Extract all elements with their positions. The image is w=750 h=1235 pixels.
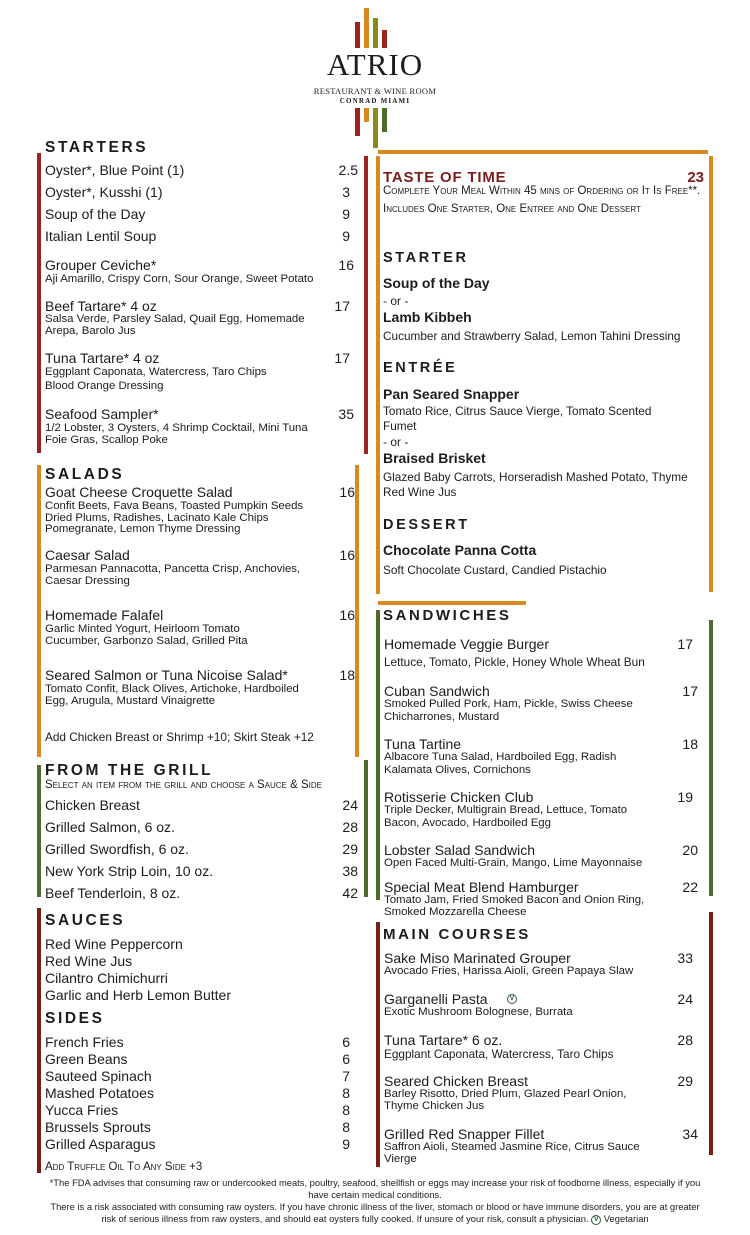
menu-item-price: 38: [342, 863, 358, 879]
logo-bar: [364, 108, 369, 122]
menu-item-desc: Triple Decker, Multigrain Bread, Lettuce, Tomato: [384, 804, 628, 816]
menu-item-desc: Blood Orange Dressing: [45, 380, 164, 392]
menu-item-desc: 1/2 Lobster, 3 Oysters, 4 Shrimp Cocktail, Mini Tuna: [45, 422, 308, 434]
sauce-item: Red Wine Jus: [45, 953, 133, 969]
menu-item-desc: Salsa Verde, Parsley Salad, Quail Egg, Homemade: [45, 313, 305, 325]
menu-item-desc: Eggplant Caponata, Watercress, Taro Chips: [45, 366, 267, 378]
menu-item-price: 17: [682, 683, 698, 699]
logo-bar: [355, 108, 360, 136]
vegetarian-label: Vegetarian: [603, 1213, 649, 1224]
logo-bar: [382, 108, 387, 132]
menu-item-name: Homemade Veggie Burger: [384, 636, 549, 652]
grill-right-bar: [364, 760, 368, 897]
logo-bar: [364, 8, 369, 48]
menu-item-name: Tuna Tartine: [384, 736, 462, 752]
brand-name: ATRIO: [326, 47, 424, 82]
oyster-disclaimer-row: [20, 1213, 730, 1225]
menu-item-price: 29: [342, 841, 358, 857]
menu-item-name: Grilled Asparagus: [45, 1136, 156, 1152]
logo-bar: [382, 30, 387, 48]
menu-item-desc: Tomato Jam, Fried Smoked Bacon and Onion Ring,: [384, 894, 645, 906]
menu-item-name: French Fries: [45, 1034, 124, 1050]
sauces-left-bar: [37, 908, 41, 1173]
menu-item-price: 28: [342, 819, 358, 835]
taste-or: - or -: [383, 294, 409, 308]
taste-entree-a-desc: Fumet: [383, 419, 417, 433]
menu-item-name: Grouper Ceviche*: [45, 257, 157, 273]
menu-item-price: 34: [682, 1126, 698, 1142]
menu-item-name: Soup of the Day: [45, 206, 146, 222]
menu-item-name: Green Beans: [45, 1051, 128, 1067]
menu-item-desc: Foie Gras, Scallop Poke: [45, 434, 168, 446]
vegetarian-icon: V: [591, 1215, 601, 1225]
taste-top-bar: [378, 150, 708, 154]
sides-heading: SIDES: [45, 1010, 105, 1027]
menu-item-price: 20: [682, 842, 698, 858]
menu-item-price: 8: [342, 1085, 350, 1101]
menu-item-price: 17: [334, 298, 350, 314]
menu-item-price: 8: [342, 1102, 350, 1118]
menu-item-desc: Bacon, Avocado, Hardboiled Egg: [384, 817, 551, 829]
menu-item-price: 9: [342, 206, 350, 222]
menu-item-price: 16: [339, 484, 355, 500]
taste-starter-a: Soup of the Day: [383, 275, 490, 291]
menu-item-desc: Smoked Pulled Pork, Ham, Pickle, Swiss Cheese: [384, 698, 633, 710]
menu-item-name: Sauteed Spinach: [45, 1068, 152, 1084]
menu-item-name: Rotisserie Chicken Club: [384, 789, 534, 805]
taste-starter-b: Lamb Kibbeh: [383, 309, 472, 325]
menu-item-price: 24: [677, 991, 693, 1007]
menu-item-name: Beef Tenderloin, 8 oz.: [45, 885, 181, 901]
menu-item-price: 33: [677, 950, 693, 966]
menu-item-name: Grilled Red Snapper Fillet: [384, 1126, 545, 1142]
sauce-item: Cilantro Chimichurri: [45, 970, 168, 986]
sandwiches-heading: SANDWICHES: [383, 607, 512, 624]
menu-item-name: Chicken Breast: [45, 797, 140, 813]
menu-item-price: 6: [342, 1034, 350, 1050]
menu-item-price: 18: [682, 736, 698, 752]
menu-item-desc: Vierge: [384, 1153, 417, 1165]
menu-item-price: 17: [334, 350, 350, 366]
taste-line2: Includes One Starter, One Entree and One Dessert: [383, 203, 641, 215]
taste-right-bar: [709, 156, 713, 592]
menu-item-price: 2.5: [338, 162, 358, 178]
menu-item-price: 16: [338, 257, 354, 273]
menu-item-desc: Open Faced Multi-Grain, Mango, Lime Mayonnaise: [384, 857, 643, 869]
menu-item-price: 7: [342, 1068, 350, 1084]
vegetarian-icon: V: [507, 994, 517, 1004]
starters-left-bar: [37, 153, 41, 453]
sandwiches-top-bar: [378, 601, 526, 605]
menu-item-price: 16: [339, 607, 355, 623]
menu-item-price: 22: [682, 879, 698, 895]
menu-item-name: Garganelli Pasta: [384, 991, 488, 1007]
taste-entree-b-desc: Glazed Baby Carrots, Horseradish Mashed Potato, Thyme: [383, 470, 688, 484]
menu-item-desc: Egg, Arugula, Mustard Vinaigrette: [45, 695, 216, 707]
taste-or: - or -: [383, 435, 409, 449]
menu-item-name: Mashed Potatoes: [45, 1085, 154, 1101]
menu-item-desc: Pomegranate, Lemon Thyme Dressing: [45, 523, 241, 535]
menu-item-name: New York Strip Loin, 10 oz.: [45, 863, 214, 879]
fda-disclaimer: have certain medical conditions.: [308, 1189, 442, 1200]
sauce-item: Red Wine Peppercorn: [45, 936, 183, 952]
logo-bar: [355, 22, 360, 48]
menu-item-desc: Dried Plums, Radishes, Lacinato Kale Chips: [45, 512, 269, 524]
oyster-disclaimer: risk of serious illness from raw oysters, and should eat oysters fully cooked. If unsure of your risk, consult a physician.: [101, 1213, 589, 1224]
menu-item-price: 42: [342, 885, 358, 901]
sides-addon: Add Truffle Oil To Any Side +3: [45, 1161, 203, 1173]
taste-entree-b-desc: Red Wine Jus: [383, 485, 457, 499]
sandwiches-left-bar: [376, 610, 380, 900]
sauce-item: Garlic and Herb Lemon Butter: [45, 987, 231, 1003]
menu-item-price: 35: [338, 406, 354, 422]
menu-item-desc: Chicharrones, Mustard: [384, 711, 500, 723]
mains-left-bar: [376, 922, 380, 1167]
mains-heading: MAIN COURSES: [383, 926, 531, 943]
salads-heading: SALADS: [45, 466, 125, 483]
menu-item-name: Seared Salmon or Tuna Nicoise Salad*: [45, 667, 288, 683]
menu-item-desc: Cucumber, Garbonzo Salad, Grilled Pita: [45, 635, 248, 647]
taste-dessert-desc: Soft Chocolate Custard, Candied Pistachio: [383, 563, 607, 577]
sauces-heading: SAUCES: [45, 912, 126, 929]
menu-item-price: 16: [339, 547, 355, 563]
menu-item-name: Grilled Swordfish, 6 oz.: [45, 841, 189, 857]
menu-item-desc: Lettuce, Tomato, Pickle, Honey Whole Wheat Bun: [384, 655, 645, 669]
fda-disclaimer: *The FDA advises that consuming raw or undercooked meats, poultry, seafood, shellfish or eggs may increase your risk of foodborne illness, especially if you: [49, 1177, 701, 1188]
taste-line1: Complete Your Meal Within 45 mins of Ordering or It Is Free**.: [383, 185, 701, 197]
menu-item-price: 18: [339, 667, 355, 683]
menu-item-name: Oyster*, Kusshi (1): [45, 184, 163, 200]
menu-item-desc: Smoked Mozzarella Cheese: [384, 906, 527, 918]
oyster-disclaimer: There is a risk associated with consuming raw oysters. If you have chronic illness of the liver, stomach or blood or have immune disorders, you are at greater: [50, 1201, 700, 1212]
menu-item-desc: Tomato Confit, Black Olives, Artichoke, Hardboiled: [45, 683, 299, 695]
menu-item-name: Brussels Sprouts: [45, 1119, 151, 1135]
menu-item-name: Oyster*, Blue Point (1): [45, 162, 185, 178]
grill-heading: FROM THE GRILL: [45, 762, 214, 779]
taste-entree-a: Pan Seared Snapper: [383, 386, 520, 402]
brand-location: CONRAD MIAMI: [339, 97, 411, 105]
menu-item-name: Tuna Tartare* 6 oz.: [384, 1032, 503, 1048]
menu-item-price: 6: [342, 1051, 350, 1067]
menu-item-price: 8: [342, 1119, 350, 1135]
menu-item-desc: Arepa, Barolo Jus: [45, 325, 136, 337]
menu-item-price: 9: [342, 1136, 350, 1152]
taste-price: 23: [687, 169, 704, 186]
menu-item-name: Cuban Sandwich: [384, 683, 490, 699]
grill-left-bar: [37, 765, 41, 897]
menu-item-price: 24: [342, 797, 358, 813]
menu-item-name: Homemade Falafel: [45, 607, 164, 623]
menu-item-desc: Thyme Chicken Jus: [384, 1100, 485, 1112]
menu-item-desc: Caesar Dressing: [45, 575, 130, 587]
taste-dessert: Chocolate Panna Cotta: [383, 542, 537, 558]
menu-item-price: 3: [342, 184, 350, 200]
logo-bar: [373, 18, 378, 48]
menu-item-name: Goat Cheese Croquette Salad: [45, 484, 233, 500]
menu-item-price: 28: [677, 1032, 693, 1048]
menu-item-name: Italian Lentil Soup: [45, 228, 157, 244]
taste-title: TASTE OF TIME: [383, 169, 507, 186]
taste-entree-heading: ENTRÉE: [383, 360, 458, 376]
brand-subtitle: RESTAURANT & WINE ROOM: [313, 86, 437, 96]
menu-item-desc: Avocado Fries, Harissa Aioli, Green Papaya Slaw: [384, 965, 634, 977]
mains-right-bar: [709, 912, 713, 1155]
taste-entree-b: Braised Brisket: [383, 450, 486, 466]
menu-item-price: 29: [677, 1073, 693, 1089]
menu-item-desc: Eggplant Caponata, Watercress, Taro Chips: [384, 1047, 614, 1061]
menu-item-desc: Garlic Minted Yogurt, Heirloom Tomato: [45, 623, 240, 635]
menu-item-name: Sake Miso Marinated Grouper: [384, 950, 571, 966]
menu-item-desc: Aji Amarillo, Crispy Corn, Sour Orange, Sweet Potato: [45, 273, 314, 285]
starters-heading: STARTERS: [45, 139, 149, 156]
taste-entree-a-desc: Tomato Rice, Citrus Sauce Vierge, Tomato Scented: [383, 404, 652, 418]
grill-note: Select an item from the grill and choose a Sauce & Side: [45, 779, 322, 791]
taste-starter-b-desc: Cucumber and Strawberry Salad, Lemon Tahini Dressing: [383, 329, 681, 343]
starters-right-bar: [364, 156, 368, 454]
taste-starter-heading: STARTER: [383, 250, 469, 266]
menu-item-price: 17: [677, 636, 693, 652]
menu-item-desc: Kalamata Olives, Cornichons: [384, 764, 531, 776]
menu-item-desc: Exotic Mushroom Bolognese, Burrata: [384, 1006, 573, 1018]
menu-item-desc: Albacore Tuna Salad, Hardboiled Egg, Radish: [384, 751, 617, 763]
sandwiches-right-bar: [709, 620, 713, 896]
menu-item-price: 9: [342, 228, 350, 244]
menu-item-name: Yucca Fries: [45, 1102, 119, 1118]
menu-item-name: Special Meat Blend Hamburger: [384, 879, 579, 895]
salads-right-bar: [355, 465, 359, 757]
menu-item-name: Seafood Sampler*: [45, 406, 159, 422]
salads-left-bar: [37, 465, 41, 757]
menu-item-name: Grilled Salmon, 6 oz.: [45, 819, 175, 835]
menu-item-desc: Barley Risotto, Dried Plum, Glazed Pearl Onion,: [384, 1088, 627, 1100]
menu-item-name: Lobster Salad Sandwich: [384, 842, 535, 858]
menu-item-name: Tuna Tartare* 4 oz: [45, 350, 160, 366]
taste-dessert-heading: DESSERT: [383, 517, 470, 533]
salads-addon: Add Chicken Breast or Shrimp +10; Skirt Steak +12: [45, 730, 314, 744]
menu-item-price: 19: [677, 789, 693, 805]
menu-item-desc: Parmesan Pannacotta, Pancetta Crisp, Anchovies,: [45, 563, 301, 575]
menu-item-name: Beef Tartare* 4 oz: [45, 298, 157, 314]
menu-item-name: Seared Chicken Breast: [384, 1073, 528, 1089]
menu-item-desc: Confit Beets, Fava Beans, Toasted Pumpkin Seeds: [45, 500, 304, 512]
logo-bar: [373, 108, 378, 148]
taste-left-bar: [376, 156, 380, 594]
menu-item-desc: Saffron Aioli, Steamed Jasmine Rice, Citrus Sauce: [384, 1141, 640, 1153]
menu-item-name: Caesar Salad: [45, 547, 130, 563]
